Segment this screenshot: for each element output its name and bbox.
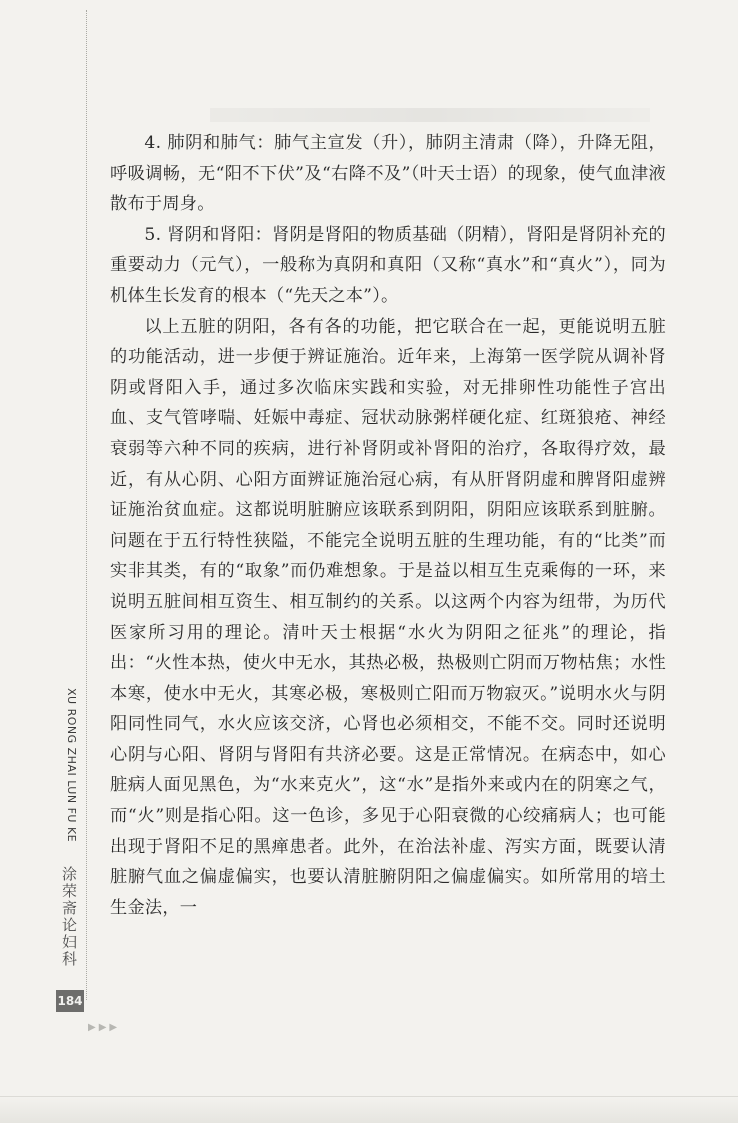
paragraph-lung: 4. 肺阴和肺气：肺气主宣发（升），肺阴主清肃（降），升降无阻，呼吸调畅，无“阳不下伏”及“右降不及”（叶天士语）的现象，使气血津液散布于周身。 xyxy=(110,133,666,215)
side-title-english: XU RONG ZHAI LUN FU KE xyxy=(65,688,78,843)
paragraph-summary: 以上五脏的阴阳，各有各的功能，把它联合在一起，更能说明五脏的功能活动，进一步便于辨证施治。近年来，上海第一医学院从调补肾阴或肾阳入手，通过多次临床实践和实验，对无排卵性功能性子宫出血、支气管哮喘、妊娠中毒症、冠状动脉粥样硬化症、红斑狼疮、神经衰弱等六种不同的疾病，进行补肾阴或补肾阳的治疗，各取得疗效，最近，有从心阴、心阳方面辨证施治冠心病，有从肝肾阴虚和脾肾阳虚辨证施治贫血症。这都说明脏腑应该联系到阴阳，阴阳应该联系到脏腑。问题在于五行特性狭隘，不能完全说明五脏的生理功能，有的“比类”而实非其类，有的“取象”而仍难想象。于是益以相互生克乘侮的一环，来说明五脏间相互资生、相互制约的关系。以这两个内容为纽带，为历代医家所习用的理论。清叶天士根据“水火为阴阳之征兆”的理论，指出：“火性本热，使火中无水，其热必极，热极则亡阴而万物枯焦；水性本寒，使水中无火，其寒必极，寒极则亡阳而万物寂灭。”说明水火与阴阳同性同气，水火应该交济，心肾也必须相交，不能不交。同时还说明心阴与心阳、肾阴与肾阳有共济必要。这是正常情况。在病态中，如心脏病人面见黑色，为“水来克火”，这“水”是指外来或内在的阴寒之气，而“火”则是指心阳。这一色诊，多见于心阳衰微的心绞痛病人；也可能出现于肾阳不足的黑瘅患者。此外，在治法补虚、泻实方面，既要认清脏腑气血之偏虚偏实，也要认清脏腑阴阳之偏虚偏实。如所常用的培土生金法，一 xyxy=(110,316,666,918)
body-text xyxy=(110,128,666,923)
page-bottom-edge xyxy=(0,1096,738,1123)
page-number-badge: 184 xyxy=(56,990,84,1012)
paragraph-kidney: 5. 肾阴和肾阳：肾阴是肾阳的物质基础（阴精），肾阳是肾阴补充的重要动力（元气），一般称为真阴和真阳（又称“真水”和“真火”），同为机体生长发育的根本（“先天之本”）。 xyxy=(110,224,666,306)
arrow-marks-icon: ▶▶▶ xyxy=(88,1022,121,1033)
margin-dotted-rule xyxy=(86,10,87,1000)
bleed-through-shadow xyxy=(210,108,650,122)
side-title-chinese: 涂荣斋论妇科 xyxy=(60,866,78,968)
